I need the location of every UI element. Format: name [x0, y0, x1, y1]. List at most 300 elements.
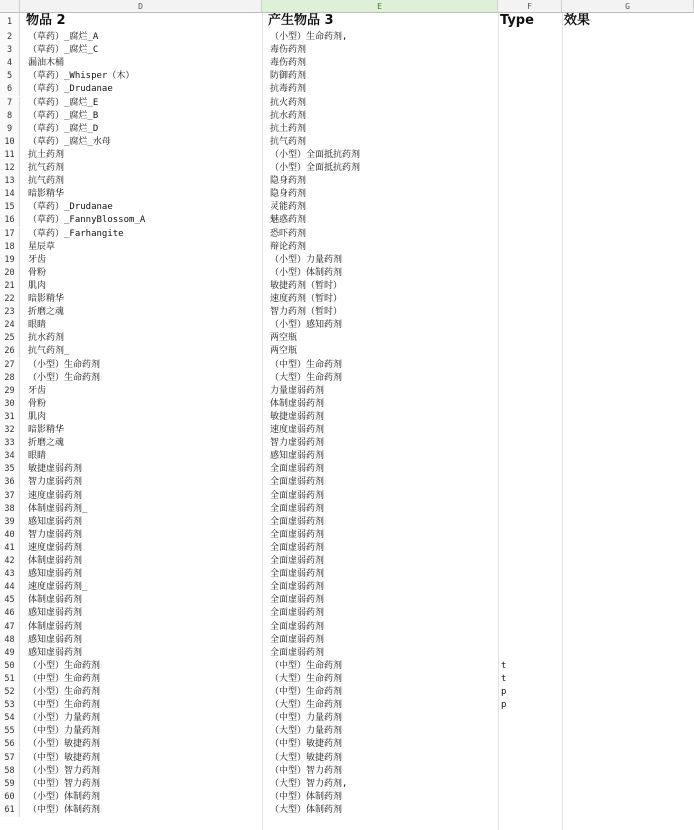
cell-g[interactable]: [562, 778, 694, 791]
cell-header-f[interactable]: Type: [500, 13, 534, 28]
cell-d[interactable]: 肌肉: [28, 280, 47, 291]
cell-d[interactable]: 速度虚弱药剂: [28, 542, 83, 553]
row-number[interactable]: 43: [0, 568, 20, 581]
cell-d[interactable]: 感知虚弱药剂: [28, 569, 83, 580]
cell-e[interactable]: （中型）体制药剂: [270, 791, 343, 802]
row-number[interactable]: 10: [0, 136, 20, 149]
cell-g[interactable]: [562, 424, 694, 437]
cell-d[interactable]: 暗影精华: [28, 189, 65, 200]
cell-e[interactable]: 敏捷药剂（暂时）: [270, 280, 343, 291]
cell-f[interactable]: [498, 70, 562, 83]
row-number[interactable]: 19: [0, 254, 20, 267]
cell-e[interactable]: 魅惑药剂: [270, 215, 307, 226]
cell-g[interactable]: [562, 398, 694, 411]
cell-e[interactable]: 隐身药剂: [270, 189, 307, 200]
cell-e[interactable]: 速度药剂（暂时）: [270, 294, 343, 304]
cell-g[interactable]: [562, 332, 694, 345]
cell-f[interactable]: [498, 31, 562, 44]
row-number[interactable]: 23: [0, 306, 20, 319]
cell-f[interactable]: [498, 450, 562, 463]
cell-f[interactable]: [498, 280, 562, 293]
cell-e[interactable]: 全面虚弱药剂: [270, 582, 325, 593]
cell-g[interactable]: [562, 44, 694, 57]
row-number[interactable]: 16: [0, 214, 20, 227]
cell-f[interactable]: [498, 791, 562, 804]
cell-e[interactable]: （中型）生命药剂: [270, 660, 343, 671]
cell-d[interactable]: 抗气药剂: [28, 176, 65, 187]
row-number[interactable]: 21: [0, 280, 20, 293]
cell-g[interactable]: [562, 738, 694, 751]
row-number[interactable]: 20: [0, 267, 20, 280]
row-number[interactable]: 50: [0, 660, 20, 673]
cell-d[interactable]: （草药）_腐烂_水母: [28, 136, 111, 147]
cell-e[interactable]: 敏捷虚弱药剂: [270, 411, 325, 422]
row-number[interactable]: 4: [0, 57, 20, 70]
row-number[interactable]: 36: [0, 476, 20, 489]
cell-e[interactable]: 毒伤药剂: [270, 45, 307, 56]
cell-d[interactable]: 体制虚弱药剂: [28, 621, 83, 632]
cell-f[interactable]: [498, 254, 562, 267]
cell-g[interactable]: [562, 516, 694, 529]
cell-e[interactable]: 恐吓药剂: [270, 228, 307, 239]
cell-g[interactable]: [562, 437, 694, 450]
row-number[interactable]: 31: [0, 411, 20, 424]
cell-f[interactable]: [498, 332, 562, 345]
row-number[interactable]: 24: [0, 319, 20, 332]
cell-g[interactable]: [562, 725, 694, 738]
cell-g[interactable]: [562, 463, 694, 476]
row-number[interactable]: 38: [0, 503, 20, 516]
cell-d[interactable]: 漏油木桶: [28, 58, 65, 69]
column-header-f[interactable]: F: [498, 0, 562, 13]
row-number[interactable]: 32: [0, 424, 20, 437]
cell-f[interactable]: [498, 188, 562, 201]
cell-e[interactable]: （中型）智力药剂: [270, 765, 343, 776]
cell-g[interactable]: [562, 791, 694, 804]
cell-d[interactable]: （小型）敏捷药剂: [28, 739, 101, 750]
cell-g[interactable]: [562, 699, 694, 712]
cell-f[interactable]: [498, 555, 562, 568]
cell-g[interactable]: [562, 634, 694, 647]
cell-g[interactable]: [562, 359, 694, 372]
cell-f[interactable]: [498, 778, 562, 791]
cell-e[interactable]: 防御药剂: [270, 71, 307, 82]
cell-e[interactable]: 全面虚弱药剂: [270, 477, 325, 488]
cell-d[interactable]: （中型）力量药剂: [28, 726, 101, 737]
cell-e[interactable]: 全面虚弱药剂: [270, 621, 325, 632]
cell-f[interactable]: [498, 738, 562, 751]
cell-f[interactable]: [498, 712, 562, 725]
cell-d[interactable]: 智力虚弱药剂: [28, 529, 83, 540]
cell-g[interactable]: [562, 607, 694, 620]
cell-d[interactable]: （中型）体制药剂: [28, 804, 101, 815]
cell-f[interactable]: [498, 162, 562, 175]
row-number[interactable]: 18: [0, 241, 20, 254]
cell-e[interactable]: 力量虚弱药剂: [270, 385, 325, 396]
cell-d[interactable]: 感知虚弱药剂: [28, 634, 83, 645]
row-number[interactable]: 57: [0, 752, 20, 765]
row-number[interactable]: 17: [0, 228, 20, 241]
cell-g[interactable]: [562, 267, 694, 280]
cell-f[interactable]: [498, 267, 562, 280]
cell-d[interactable]: 星辰草: [28, 241, 56, 252]
cell-f[interactable]: [498, 490, 562, 503]
cell-g[interactable]: [562, 529, 694, 542]
cell-d[interactable]: 智力虚弱药剂: [28, 477, 83, 488]
row-number[interactable]: 34: [0, 450, 20, 463]
row-number[interactable]: 8: [0, 110, 20, 123]
row-number[interactable]: 53: [0, 699, 20, 712]
cell-header-e[interactable]: 产生物品 3: [268, 13, 334, 28]
cell-g[interactable]: [562, 149, 694, 162]
cell-d[interactable]: 折磨之魂: [28, 307, 65, 318]
cell-g[interactable]: [562, 372, 694, 385]
cell-e[interactable]: （小型）生命药剂,: [270, 32, 348, 42]
cell-d[interactable]: （小型）生命药剂: [28, 660, 101, 671]
cell-g[interactable]: [562, 31, 694, 44]
cell-f[interactable]: [498, 503, 562, 516]
cell-g[interactable]: [562, 476, 694, 489]
cell-e[interactable]: 抗水药剂: [270, 110, 307, 121]
cell-d[interactable]: （小型）体制药剂: [28, 791, 101, 802]
cell-d[interactable]: 抗土药剂: [28, 149, 65, 160]
cell-g[interactable]: [562, 241, 694, 254]
row-number[interactable]: 22: [0, 293, 20, 306]
cell-g[interactable]: [562, 175, 694, 188]
cell-e[interactable]: （大型）敏捷药剂: [270, 752, 343, 763]
cell-e[interactable]: 两空瓶: [270, 333, 298, 344]
cell-g[interactable]: [562, 136, 694, 149]
row-number[interactable]: 3: [0, 44, 20, 57]
column-header-d[interactable]: D: [20, 0, 262, 13]
cell-f[interactable]: [498, 424, 562, 437]
cell-header-g[interactable]: 效果: [564, 13, 591, 28]
cell-f[interactable]: [498, 594, 562, 607]
column-header-e[interactable]: E: [262, 0, 498, 13]
row-number[interactable]: 55: [0, 725, 20, 738]
cell-g[interactable]: [562, 450, 694, 463]
cell-e[interactable]: 全面虚弱药剂: [270, 595, 325, 606]
cell-d[interactable]: 牙齿: [28, 385, 47, 396]
cell-e[interactable]: 全面虚弱药剂: [270, 556, 325, 566]
cell-e[interactable]: （大型）力量药剂: [270, 726, 343, 737]
cell-e[interactable]: （小型）全面抵抗药剂: [270, 149, 361, 160]
row-number[interactable]: 59: [0, 778, 20, 791]
cell-e[interactable]: 体制虚弱药剂: [270, 398, 325, 409]
cell-f[interactable]: [498, 634, 562, 647]
cell-d[interactable]: （草药）_Farhangite: [28, 228, 124, 239]
cell-e[interactable]: 全面虚弱药剂: [270, 503, 325, 514]
cell-d[interactable]: 折磨之魂: [28, 438, 65, 449]
cell-f[interactable]: [498, 621, 562, 634]
cell-f[interactable]: [498, 228, 562, 241]
cell-d[interactable]: 抗气药剂_: [28, 346, 70, 357]
row-number[interactable]: 40: [0, 529, 20, 542]
cell-d[interactable]: （草药）_腐烂_D: [28, 123, 99, 134]
cell-e[interactable]: （大型）生命药剂: [270, 372, 343, 383]
cell-e[interactable]: 辩论药剂: [270, 241, 307, 252]
cell-f[interactable]: [498, 123, 562, 136]
row-number[interactable]: 33: [0, 437, 20, 450]
row-number[interactable]: 49: [0, 647, 20, 660]
cell-d[interactable]: 体制虚弱药剂: [28, 595, 83, 606]
cell-f[interactable]: [498, 568, 562, 581]
cell-g[interactable]: [562, 345, 694, 358]
cell-f[interactable]: [498, 607, 562, 620]
cell-e[interactable]: 感知虚弱药剂: [270, 451, 325, 462]
cell-g[interactable]: [562, 214, 694, 227]
cell-d[interactable]: 感知虚弱药剂: [28, 608, 83, 619]
cell-e[interactable]: 灵能药剂: [270, 202, 307, 213]
cell-f[interactable]: [498, 411, 562, 424]
cell-e[interactable]: （中型）敏捷药剂: [270, 739, 343, 750]
row-number[interactable]: 12: [0, 162, 20, 175]
cell-d[interactable]: 速度虚弱药剂: [28, 490, 83, 501]
cell-g[interactable]: [562, 123, 694, 136]
row-number[interactable]: 39: [0, 516, 20, 529]
cell-e[interactable]: 全面虚弱药剂: [270, 516, 325, 527]
cell-f[interactable]: [498, 437, 562, 450]
cell-f[interactable]: [498, 136, 562, 149]
cell-g[interactable]: [562, 581, 694, 594]
cell-g[interactable]: [562, 542, 694, 555]
cell-g[interactable]: [562, 555, 694, 568]
cell-d[interactable]: （草药）_腐烂_B: [28, 110, 99, 121]
row-number[interactable]: 42: [0, 555, 20, 568]
cell-d[interactable]: 感知虚弱药剂: [28, 647, 83, 658]
row-number[interactable]: 35: [0, 463, 20, 476]
cell-d[interactable]: 牙齿: [28, 254, 47, 265]
cell-e[interactable]: （中型）生命药剂: [270, 359, 343, 370]
cell-d[interactable]: （小型）生命药剂: [28, 372, 101, 383]
cell-f[interactable]: [498, 476, 562, 489]
cell-f[interactable]: [498, 293, 562, 306]
cell-d[interactable]: 眼睛: [28, 320, 47, 331]
cell-e[interactable]: 全面虚弱药剂: [270, 647, 325, 658]
cell-e[interactable]: 智力药剂（暂时）: [270, 307, 343, 318]
row-number[interactable]: 5: [0, 70, 20, 83]
row-number[interactable]: 27: [0, 359, 20, 372]
cell-g[interactable]: [562, 228, 694, 241]
cell-g[interactable]: [562, 804, 694, 817]
row-number[interactable]: 11: [0, 149, 20, 162]
row-number[interactable]: 29: [0, 385, 20, 398]
cell-e[interactable]: 抗气药剂: [270, 136, 307, 147]
row-number[interactable]: 54: [0, 712, 20, 725]
cell-f[interactable]: [498, 201, 562, 214]
cell-header-d[interactable]: 物品 2: [26, 13, 66, 28]
cell-f[interactable]: [498, 398, 562, 411]
cell-g[interactable]: [562, 660, 694, 673]
cell-g[interactable]: [562, 201, 694, 214]
cell-d[interactable]: （中型）智力药剂: [28, 778, 101, 789]
cell-d[interactable]: （草药）_Whisper（木）: [28, 71, 135, 82]
cell-g[interactable]: [562, 57, 694, 70]
row-number[interactable]: 28: [0, 372, 20, 385]
cell-g[interactable]: [562, 594, 694, 607]
cell-g[interactable]: [562, 673, 694, 686]
cell-g[interactable]: [562, 280, 694, 293]
cell-e[interactable]: （小型）全面抵抗药剂: [270, 163, 361, 173]
cell-f[interactable]: [498, 175, 562, 188]
cell-f[interactable]: [498, 581, 562, 594]
cell-d[interactable]: 速度虚弱药剂_: [28, 582, 88, 593]
row-number[interactable]: 6: [0, 83, 20, 96]
cell-e[interactable]: （中型）力量药剂: [270, 713, 343, 724]
cell-f[interactable]: [498, 372, 562, 385]
cell-g[interactable]: [562, 621, 694, 634]
row-number[interactable]: 9: [0, 123, 20, 136]
cell-d[interactable]: 暗影精华: [28, 294, 65, 304]
cell-d[interactable]: （草药）_腐烂_C: [28, 45, 99, 56]
cell-g[interactable]: [562, 752, 694, 765]
row-number[interactable]: 47: [0, 621, 20, 634]
cell-e[interactable]: 全面虚弱药剂: [270, 542, 325, 553]
row-number[interactable]: 45: [0, 594, 20, 607]
cell-g[interactable]: [562, 83, 694, 96]
cell-g[interactable]: [562, 188, 694, 201]
cell-g[interactable]: [562, 162, 694, 175]
cell-g[interactable]: [562, 70, 694, 83]
cell-d[interactable]: 眼睛: [28, 451, 47, 462]
cell-g[interactable]: [562, 647, 694, 660]
cell-e[interactable]: （小型）力量药剂: [270, 254, 343, 265]
cell-e[interactable]: （小型）感知药剂: [270, 320, 343, 331]
row-number[interactable]: 37: [0, 490, 20, 503]
cell-d[interactable]: 敏捷虚弱药剂: [28, 464, 83, 475]
cell-e[interactable]: 全面虚弱药剂: [270, 464, 325, 475]
row-number[interactable]: 48: [0, 634, 20, 647]
cell-d[interactable]: 抗水药剂: [28, 333, 65, 344]
cell-f[interactable]: [498, 319, 562, 332]
cell-d[interactable]: （草药）_Drudanae: [28, 84, 113, 95]
cell-e[interactable]: （大型）体制药剂: [270, 804, 343, 815]
cell-e[interactable]: （小型）体制药剂: [270, 267, 343, 278]
cell-f[interactable]: [498, 529, 562, 542]
cell-d[interactable]: （中型）生命药剂: [28, 700, 101, 711]
cell-d[interactable]: （小型）智力药剂: [28, 765, 101, 776]
cell-d[interactable]: （草药）_腐烂_A: [28, 32, 99, 42]
row-number[interactable]: 15: [0, 201, 20, 214]
cell-g[interactable]: [562, 293, 694, 306]
cell-f[interactable]: [498, 542, 562, 555]
row-number[interactable]: 1: [0, 13, 20, 31]
cell-e[interactable]: 全面虚弱药剂: [270, 529, 325, 540]
cell-d[interactable]: （草药）_FannyBlossom_A: [28, 215, 146, 226]
row-number[interactable]: 46: [0, 607, 20, 620]
row-number[interactable]: 52: [0, 686, 20, 699]
cell-f[interactable]: [498, 516, 562, 529]
cell-e[interactable]: 全面虚弱药剂: [270, 490, 325, 501]
cell-e[interactable]: 抗火药剂: [270, 97, 307, 108]
row-number[interactable]: 44: [0, 581, 20, 594]
cell-g[interactable]: [562, 385, 694, 398]
cell-f[interactable]: [498, 385, 562, 398]
cell-d[interactable]: （小型）生命药剂: [28, 359, 101, 370]
row-number[interactable]: 14: [0, 188, 20, 201]
cell-d[interactable]: （草药）_Drudanae: [28, 202, 113, 213]
cell-f[interactable]: [498, 83, 562, 96]
cell-f[interactable]: [498, 149, 562, 162]
cell-e[interactable]: 抗毒药剂: [270, 84, 307, 95]
cell-f[interactable]: [498, 765, 562, 778]
row-number[interactable]: 7: [0, 97, 20, 110]
cell-f[interactable]: [498, 647, 562, 660]
cell-f[interactable]: p: [501, 700, 507, 711]
cell-g[interactable]: [562, 97, 694, 110]
cell-g[interactable]: [562, 306, 694, 319]
cell-d[interactable]: （中型）生命药剂: [28, 673, 101, 684]
cell-e[interactable]: 全面虚弱药剂: [270, 634, 325, 645]
cell-g[interactable]: [562, 765, 694, 778]
cell-f[interactable]: [498, 752, 562, 765]
cell-d[interactable]: （草药）_腐烂_E: [28, 97, 99, 108]
cell-e[interactable]: 隐身药剂: [270, 176, 307, 187]
row-number[interactable]: 2: [0, 31, 20, 44]
cell-f[interactable]: p: [501, 687, 507, 697]
cell-f[interactable]: [498, 345, 562, 358]
row-number[interactable]: 41: [0, 542, 20, 555]
cell-e[interactable]: （中型）生命药剂: [270, 687, 343, 697]
cell-g[interactable]: [562, 254, 694, 267]
cell-f[interactable]: [498, 57, 562, 70]
cell-e[interactable]: 全面虚弱药剂: [270, 608, 325, 619]
row-number[interactable]: 51: [0, 673, 20, 686]
cell-d[interactable]: （小型）力量药剂: [28, 713, 101, 724]
cell-e[interactable]: （大型）生命药剂: [270, 700, 343, 711]
cell-f[interactable]: [498, 214, 562, 227]
cell-g[interactable]: [562, 686, 694, 699]
cell-d[interactable]: 体制虚弱药剂_: [28, 503, 88, 514]
cell-d[interactable]: 抗气药剂: [28, 163, 65, 173]
cell-d[interactable]: 骨粉: [28, 267, 47, 278]
cell-e[interactable]: 全面虚弱药剂: [270, 569, 325, 580]
row-number[interactable]: 61: [0, 804, 20, 817]
column-header-g[interactable]: G: [562, 0, 694, 13]
cell-f[interactable]: [498, 804, 562, 817]
cell-f[interactable]: [498, 359, 562, 372]
cell-d[interactable]: （中型）敏捷药剂: [28, 752, 101, 763]
cell-f[interactable]: [498, 725, 562, 738]
row-number[interactable]: 58: [0, 765, 20, 778]
row-number[interactable]: 13: [0, 175, 20, 188]
cell-d[interactable]: 体制虚弱药剂: [28, 556, 83, 566]
cell-d[interactable]: 骨粉: [28, 398, 47, 409]
row-number[interactable]: 30: [0, 398, 20, 411]
cell-f[interactable]: [498, 110, 562, 123]
cell-d[interactable]: 暗影精华: [28, 425, 65, 435]
cell-g[interactable]: [562, 110, 694, 123]
cell-e[interactable]: 毒伤药剂: [270, 58, 307, 69]
cell-f[interactable]: t: [501, 660, 507, 671]
row-number[interactable]: 60: [0, 791, 20, 804]
row-number[interactable]: 56: [0, 738, 20, 751]
row-number[interactable]: 26: [0, 345, 20, 358]
select-all-corner[interactable]: [0, 0, 20, 13]
cell-g[interactable]: [562, 568, 694, 581]
cell-d[interactable]: （小型）生命药剂: [28, 687, 101, 697]
cell-f[interactable]: [498, 97, 562, 110]
cell-g[interactable]: [562, 712, 694, 725]
cell-e[interactable]: 两空瓶: [270, 346, 298, 357]
cell-g[interactable]: [562, 411, 694, 424]
cell-e[interactable]: 智力虚弱药剂: [270, 438, 325, 449]
cell-e[interactable]: （大型）生命药剂: [270, 673, 343, 684]
cell-g[interactable]: [562, 490, 694, 503]
cell-g[interactable]: [562, 319, 694, 332]
cell-f[interactable]: [498, 241, 562, 254]
cell-f[interactable]: [498, 306, 562, 319]
